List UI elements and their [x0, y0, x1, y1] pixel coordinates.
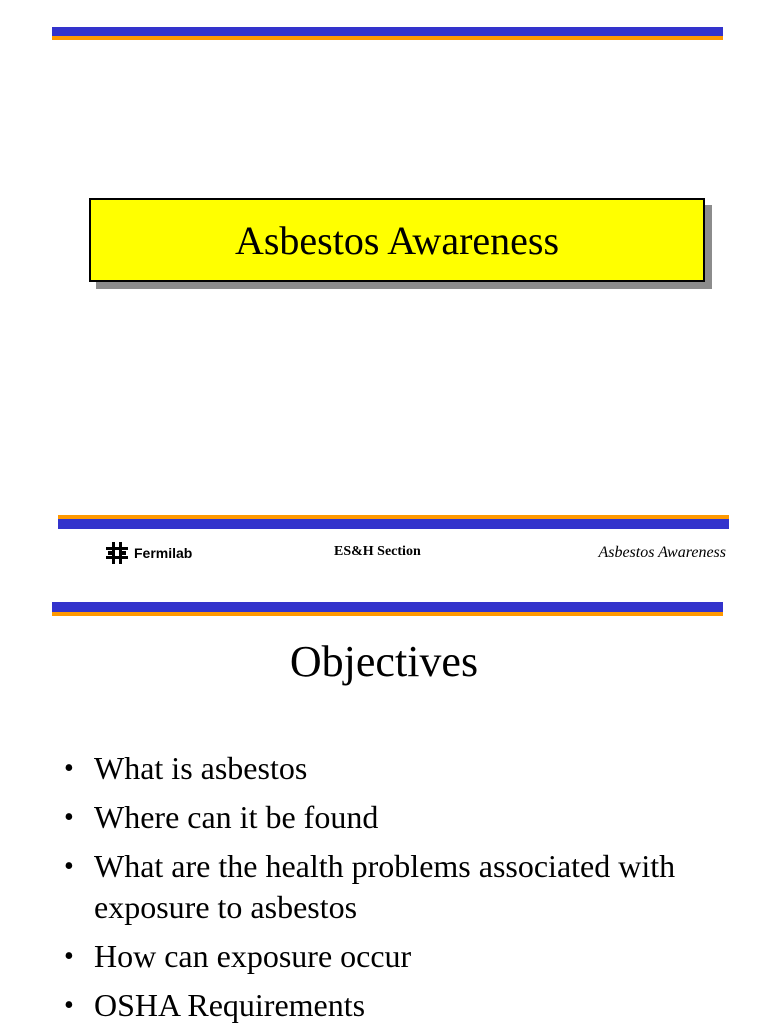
- footer-section-label: ES&H Section: [334, 544, 421, 559]
- rule-orange-band: [52, 612, 723, 616]
- list-item-text: Where can it be found: [94, 799, 379, 835]
- list-item: [62, 985, 702, 1026]
- logo-text: Fermilab: [134, 545, 193, 561]
- bullet-dot: •: [64, 802, 74, 833]
- fermilab-logo-icon: [104, 540, 130, 566]
- bullet-dot: •: [64, 990, 74, 1021]
- rule-orange-band: [52, 36, 723, 40]
- slide-footer: [58, 540, 728, 568]
- list-item: [62, 936, 702, 977]
- bullet-dot: •: [64, 941, 74, 972]
- header-rule: [52, 27, 723, 40]
- list-item-text: What are the health problems associated with exposure to asbestos: [94, 848, 676, 925]
- slide-title: Asbestos Awareness: [234, 217, 560, 263]
- fermilab-logo: [104, 540, 200, 566]
- list-item: [62, 846, 702, 928]
- list-item-text: What is asbestos: [94, 750, 308, 786]
- list-item-text: How can exposure occur: [94, 938, 412, 974]
- bullet-dot: •: [64, 851, 74, 882]
- list-item: [62, 797, 702, 838]
- title-box: [89, 198, 705, 282]
- rule-blue-band: [52, 27, 723, 36]
- rule-blue-band: [52, 602, 723, 612]
- rule-blue-band: [58, 519, 729, 529]
- footer-rule: [58, 515, 729, 529]
- slide-title: Objectives: [289, 637, 479, 686]
- list-item-text: OSHA Requirements: [94, 987, 366, 1023]
- header-rule: [52, 602, 723, 616]
- footer-title: Asbestos Awareness: [598, 544, 726, 561]
- bullet-dot: •: [64, 753, 74, 784]
- objectives-list: [62, 748, 702, 1034]
- list-item: [62, 748, 702, 789]
